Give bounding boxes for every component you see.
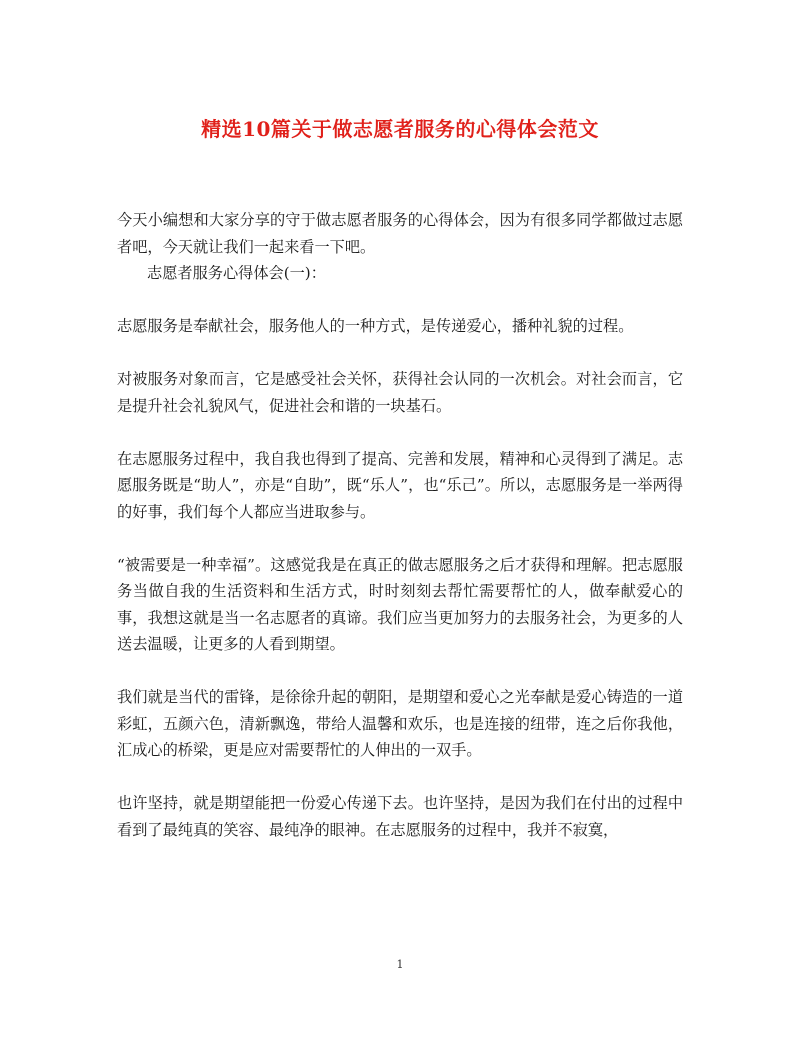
page-number: 1 <box>396 958 404 971</box>
paragraph: “被需要是一种幸福”。这感觉我是在真正的做志愿服务之后才获得和理解。把志愿服务当做自我的生活资料和生活方式，时时刻刻去帮忙需要帮忙的人，做奉献爱心的事，我想这就是当一名志愿者的真谛。我们应当更加努力的去服务社会，为更多的人送去温暖，让更多的人看到期望。 <box>117 555 683 653</box>
section-heading: 志愿者服务心得体会(一)： <box>147 264 326 282</box>
paragraph: 在志愿服务过程中，我自我也得到了提高、完善和发展，精神和心灵得到了满足。志愿服务既是“助人”，亦是“自助”，既“乐人”，也“乐己”。所以，志愿服务是一举两得的好事，我们每个人都应当进取参与。 <box>117 449 683 521</box>
paragraph: 志愿服务是奉献社会，服务他人的一种方式，是传递爱心，播种礼貌的过程。 <box>117 317 634 335</box>
document-title: 精选10篇关于做志愿者服务的心得体会范文 <box>201 117 599 141</box>
paragraph-intro: 今天小编想和大家分享的守于做志愿者服务的心得体会，因为有很多同学都做过志愿者吧，今天就让我们一起来看一下吧。 <box>117 211 683 256</box>
paragraph: 对被服务对象而言，它是感受社会关怀，获得社会认同的一次机会。对社会而言，它是提升社会礼貌风气，促进社会和谐的一块基石。 <box>117 370 683 415</box>
document-body <box>117 207 683 843</box>
paragraph: 也许坚持，就是期望能把一份爱心传递下去。也许坚持，是因为我们在付出的过程中看到了最纯真的笑容、最纯净的眼神。在志愿服务的过程中，我并不寂寞， <box>117 794 683 839</box>
paragraph: 我们就是当代的雷锋，是徐徐升起的朝阳，是期望和爱心之光奉献是爱心铸造的一道彩虹，五颜六色，清新飘逸，带给人温馨和欢乐，也是连接的纽带，连之后你我他，汇成心的桥梁，更是应对需要帮忙的人伸出的一双手。 <box>117 688 683 759</box>
